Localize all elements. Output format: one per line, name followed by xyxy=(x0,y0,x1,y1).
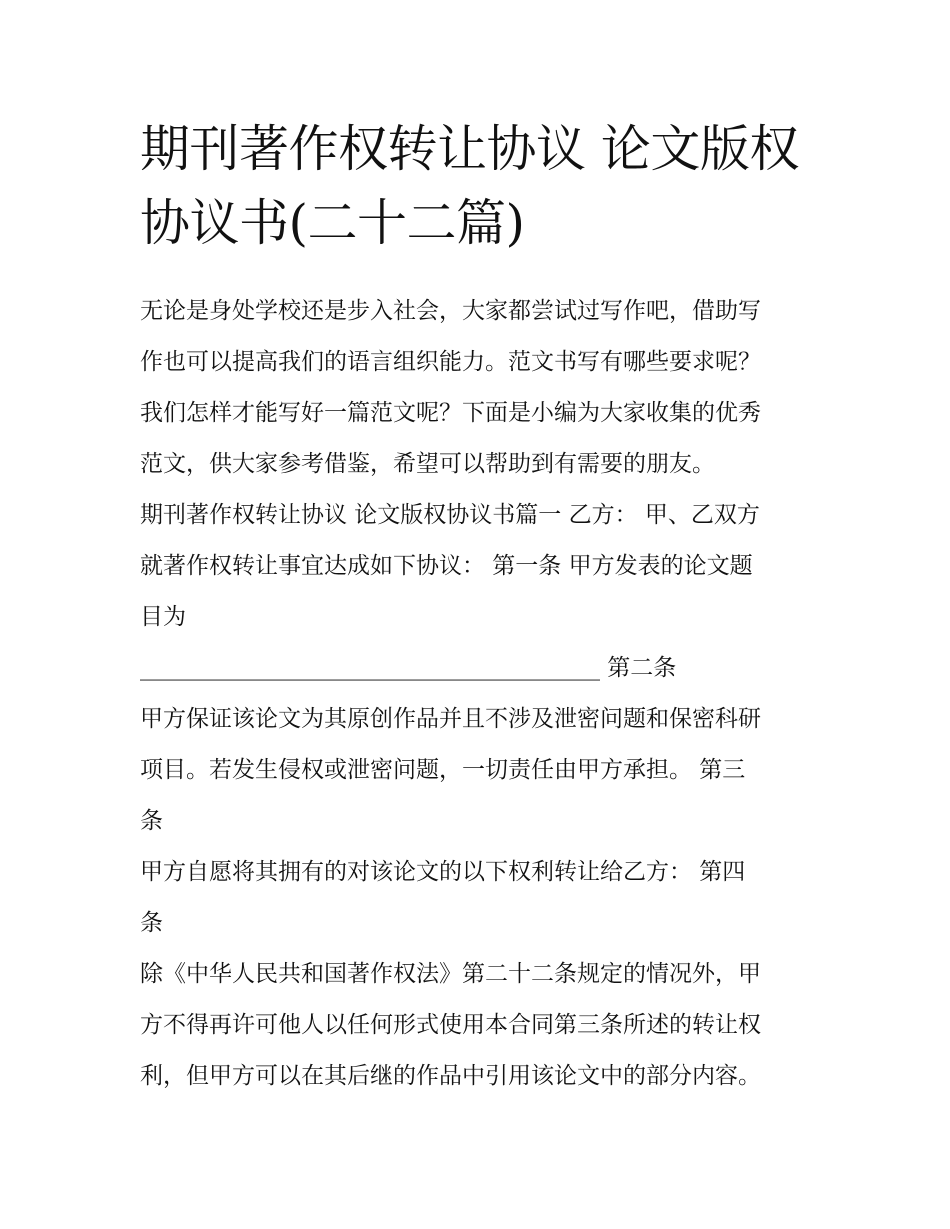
article-3-paragraph: 甲方自愿将其拥有的对该论文的以下权利转让给乙方： 第四 条 xyxy=(140,859,746,936)
article-2-paragraph: 甲方保证该论文为其原创作品并且不涉及泄密问题和保密科研 项目。若发生侵权或泄密问题，一切责任由甲方承担。 第三 条 xyxy=(140,706,761,834)
article-4-paragraph: 除《中华人民共和国著作权法》第二十二条规定的情况外，甲 方不得再许可他人以任何形式使用本合同第三条所述的转让权 利，但甲方可以在其后继的作品中引用该论文中的部分内容。 xyxy=(140,961,761,1089)
document-body xyxy=(140,112,830,1102)
title-blank-line: ________________________________________ 第二条 xyxy=(140,655,677,681)
intro-paragraph: 无论是身处学校还是步入社会，大家都尝试过写作吧，借助写 作也可以提高我们的语言组织能力。范文书写有哪些要求呢？ 我们怎样才能写好一篇范文呢？下面是小编为大家收集的优秀 范文，供大家参考借鉴，希望可以帮助到有需要的朋友。 xyxy=(140,298,761,477)
agreement-opening-paragraph: 期刊著作权转让协议 论文版权协议书篇一 乙方： 甲、乙双方 就著作权转让事宜达成如下协议： 第一条 甲方发表的论文题 目为 xyxy=(140,502,760,630)
document-title: 期刊著作权转让协议 论文版权 协议书(二十二篇) xyxy=(140,120,799,252)
